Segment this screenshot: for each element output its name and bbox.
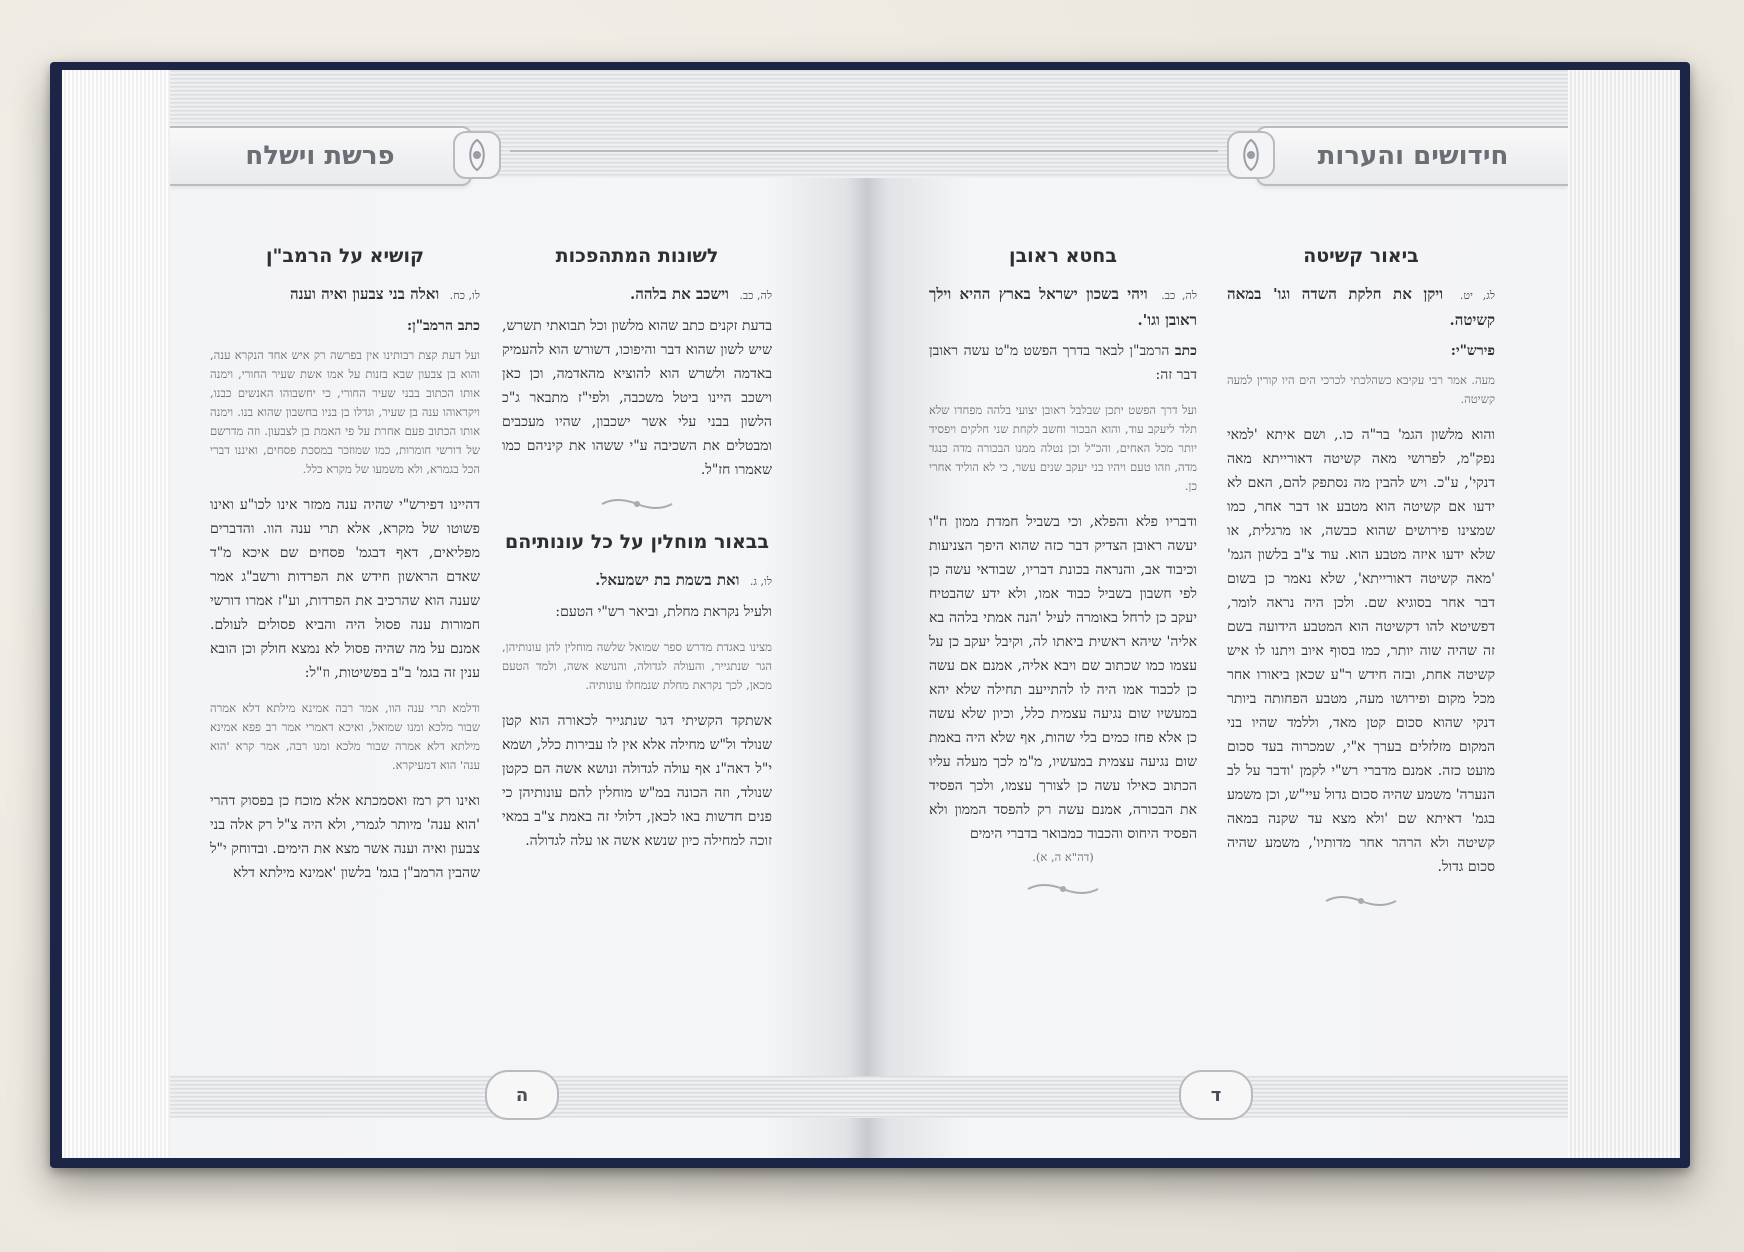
right-page: [867, 70, 1568, 1158]
body-paragraph-3: אשתקד הקשיתי דגר שנתגייר לכאורה הוא קטן שנולד ול"ש מחילה אלא אין לו עבירות כלל, ושמא י"ל דאה"נ אף עולה לגדולה ונושא אשה הם כקטן שנולד, וזה הכונה במ"ש מוחלין להם עונותיהן כי פנים חדשות באו לכאן, דלולי זה באמת צ"ב במאי זוכה למחילה כיון שנשא אשה או עלה לגדולה.: [502, 713, 772, 849]
column-right: [1227, 244, 1495, 927]
verse-text-2: ואת בשמת בת ישמעאל.: [595, 571, 740, 589]
header-title-box: [1256, 126, 1568, 186]
column-right: [502, 244, 772, 867]
intro-paragraph: [929, 339, 1197, 387]
quote-paragraph: מצינו באגדת מדרש ספר שמואל שלשה מוחלין להן עונותיהן, הגר שנתגייר, והעולה לגדולה, והנושא אשה, ולמד הטעם מכאן, לכך נקראת מחלת שנמחלו עונותיה.: [502, 640, 772, 692]
verse-text: ויהי בשכון ישראל בארץ ההיא וילך ראובן וגו'.: [929, 285, 1197, 329]
verse-number-2: לו, ג.: [749, 575, 772, 588]
left-page: [170, 70, 867, 1158]
verse-reference-2: [502, 568, 772, 594]
page-number: ד: [1179, 1070, 1253, 1120]
quote-label: כתב הרמב"ן:: [406, 318, 480, 334]
body-paragraph: והוא מלשון הגמ' בר"ה כו., ושם איתא 'למאי נפק"מ, לפרושי מאה קשיטה דאורייתא מאה דנקי', ע"כ. ויש להבין מה נסתפק להם, האם לא ידעו אם קשיטה הוא מטבע או דבר אחר, כמו שמצינו פירושים שהוא כבשה, או מרגלית, או שלא ידעו איזה מטבע הוא. עוד צ"ב בלשון הגמ' 'מאה קשיטה דאורייתא', שלא נאמר כן בשום דבר אחר בסוגיא שם. ולכן היה נראה לומר, דפשיטא להו דקשיטה הוא המטבע הידועה בשם זה שהיה שוה יותר, כמו בסוף איוב ויתנו לו איש קשיטה אחת, ובזה חידש ר"ע שכאן ביאורו אחר מכל מקום ופירושו מעה, מטבע הפחותה ביותר דנקי שהוא סכום קטן מאד, וללמד שהיו בני המקום מזלזלים בערך א"י, שמכרוה בעד סכום מועט כזה. אמנם מדברי רש"י לקמן 'ודבר על לב הנערה' משמע שהיה סכום גדול עיי"ש, וכן משמע בגמ' דאיתא שם 'ולא מצא עד שקנה במאה קשיטה ולא הרהר אחר מדותיו', משמע שהיה סכום גדול.: [1227, 427, 1495, 875]
verse-number: לה, כב.: [739, 289, 772, 302]
verse-text: וישכב את בלהה.: [630, 285, 729, 303]
page-edges-right: [1568, 70, 1680, 1158]
section-heading: קושיא על הרמב"ן: [266, 245, 424, 267]
separator-ornament-icon: [1321, 893, 1401, 909]
section-heading: ביאור קשיטה: [1303, 245, 1419, 267]
verse-reference: [210, 282, 480, 308]
verse-number: לה, כב.: [1161, 289, 1198, 302]
header-rule: [510, 150, 867, 152]
verse-text: ויקן את חלקת השדה וגו' במאה קשיטה.: [1227, 285, 1495, 329]
body-paragraph-2: ואינו רק רמז ואסמכתא אלא מוכח כן בפסוק דהרי 'הוא ענה' מיותר לגמרי, ולא היה צ"ל רק אלה בני צבעון ואיה וענה אשר מצא את הימים. ובדוחק י"ל שהבין הרמב"ן בגמ' בלשון 'אמינא מילתא דלא: [210, 793, 480, 881]
quote-paragraph-2: ודלמא תרי ענה הוו, אמר רבה אמינא מילתא דלא אמרה שבור מלכא ומנו שמואל, ואיכא דאמרי אמר רב פפא אמינא מילתא דלא אמרה שבור מלכא ומנו רבה, אמר קרא 'הוא ענה' הוא דמעיקרא.: [210, 701, 480, 772]
header-rule: [867, 150, 1218, 152]
intro-lead-word: כתב: [1174, 343, 1197, 359]
body-paragraph: ודבריו פלא והפלא, וכי בשביל חמדת ממון ח"ו יעשה ראובן הצדיק דבר כזה שהוא היפך הצניעות וכיבוד אב, והנראה בכונת דבריו, שבודאי עשה כן לפי חשבון בשביל כבוד אמו, ולא ידע שהבטיח יעקב כן לרחל באומרה לעיל 'הנה אמתי בלהה בא אליה' שיהא ראשית ביאתו לה, וקיבל יעקב כן על עצמו כמו שכתוב שם ויבא אליה, אמנם אם עשה כן לכבוד אמו היה לו להתייעב תחילה שלא יהא במעשיו שום נגיעה עצמית כלל, וכיון שלא עשה כן אלא פחז כמים בלי שהות, אף שלא היה באמת שום נגיעה עצמית במעשיו, מ"מ לכך מעלה עליו הכתוב כאילו עשה כן לצורך עצמו, ולכך הפסיד את הבכורה, אמנם עשה רק להפסד הממון ולא הפסיד היחוס והכבוד כמבואר בדברי הימים: [929, 514, 1197, 842]
citation: (דה"א ה, א).: [1032, 850, 1094, 864]
header-ornament-icon: [1224, 128, 1278, 182]
verse-reference: [502, 282, 772, 308]
separator-ornament-icon: [1023, 881, 1103, 897]
verse-reference: [929, 282, 1197, 333]
quote-paragraph: ועל דעת קצת רבותינו אין בפרשה רק איש אחד הנקרא ענה, והוא בן צבעון שבא בזנות על אמו אשת שעיר החורי, וימנה אותו הכתוב בבני שעיר החורי, כי יחשבוהו האנשים כבנו, ויקראוהו ענה בן שעיר, וגדלו בן בניו בחשבון שהוא בנו. וימנה אותו הכתוב פעם אחרת על פי האמת בן לצבעון. וזה מדרשם של דורשי חומרות, כמו שמוזכר במסכת פסחים, ואיננו דברי הכל בגמרא, ולא משמעו של מקרא כלל.: [210, 348, 480, 476]
verse-reference: [1227, 282, 1495, 333]
header-ornament-icon: [450, 128, 504, 182]
verse-number: לו, כח.: [449, 289, 480, 302]
page-header-title: פרשת וישלח: [245, 141, 395, 171]
intro-text: הרמב"ן לבאר בדרך הפשט מ"ט עשה ראובן דבר זה:: [929, 343, 1197, 383]
quote-paragraph: ועל דרך הפשט יתכן שבלבל ראובן יצועי בלהה מפחדו שלא תלד ליעקב עוד, והוא הבכור וחשב לקחת שני חלקים ויפסיד יותר מכל האחים, והכ"ל וכן נטלה ממנו הבכורה מדה כנגד מדה, וזהו טעם ויהיו בני יעקב שנים עשר, כי לא הוליד אחרי כן.: [929, 403, 1197, 493]
section-heading: לשונות המתהפכות: [555, 245, 719, 267]
quote-label: פירש"י:: [1450, 343, 1495, 359]
page-edges-left: [62, 70, 170, 1158]
column-left: [929, 244, 1197, 915]
header-title-box: [170, 126, 472, 186]
verse-text: ואלה בני צבעון ואיה וענה: [290, 285, 440, 303]
section-heading: בחטא ראובן: [1009, 245, 1117, 267]
body-paragraph-2: ולעיל נקראת מחלת, וביאר רש"י הטעם:: [555, 604, 772, 620]
column-left: [210, 244, 480, 899]
separator-ornament-icon: [597, 496, 677, 512]
section-heading-2: בבאור מוחלין על כל עונותיהם: [505, 531, 769, 553]
page-header-title: חידושים והערות: [1317, 141, 1509, 171]
quote-paragraph: מעה. אמר רבי עקיבא כשהלכתי לכרכי הים היו קורין למעה קשיטה.: [1227, 373, 1495, 406]
body-paragraph: בדעת זקנים כתב שהוא מלשון וכל תבואתי תשרש, שיש לשון שהוא דבר והיפוכו, דשורש הוא להעמיק באדמה ולשרש הוא להוציא מהאדמה, וכן כאן וישכב היינו ביטל משכבה, ולפי"ז מתבאר ג"כ הלשון בבני עלי אשר ישכבון, שהיו מעכבים ומבטלים את השכיבה ע"י ששהו את קיניהם כמו שאמרו חז"ל.: [502, 318, 772, 478]
page-number: ה: [485, 1070, 559, 1120]
verse-number: לג, יט.: [1459, 289, 1496, 302]
body-paragraph: דהיינו דפירש"י שהיה ענה ממזר אינו לכו"ע ואינו פשוטו של מקרא, אלא תרי ענה הוו. והדברים מפליאים, דאף דבגמ' פסחים שם איכא מ"ד שאדם הראשון חידש את הפרדות ורשב"ג אמר שענה הוא שהרכיב את הפרדות, וע"ז אמרו דורשי חמורות ענה פסול היה והביא פסולים לעולם. אמנם על מה שהיה פסול לא נמצא חולק וכן הובא ענין זה בגמ' ב"ב בפשיטות, וז"ל:: [210, 497, 480, 681]
